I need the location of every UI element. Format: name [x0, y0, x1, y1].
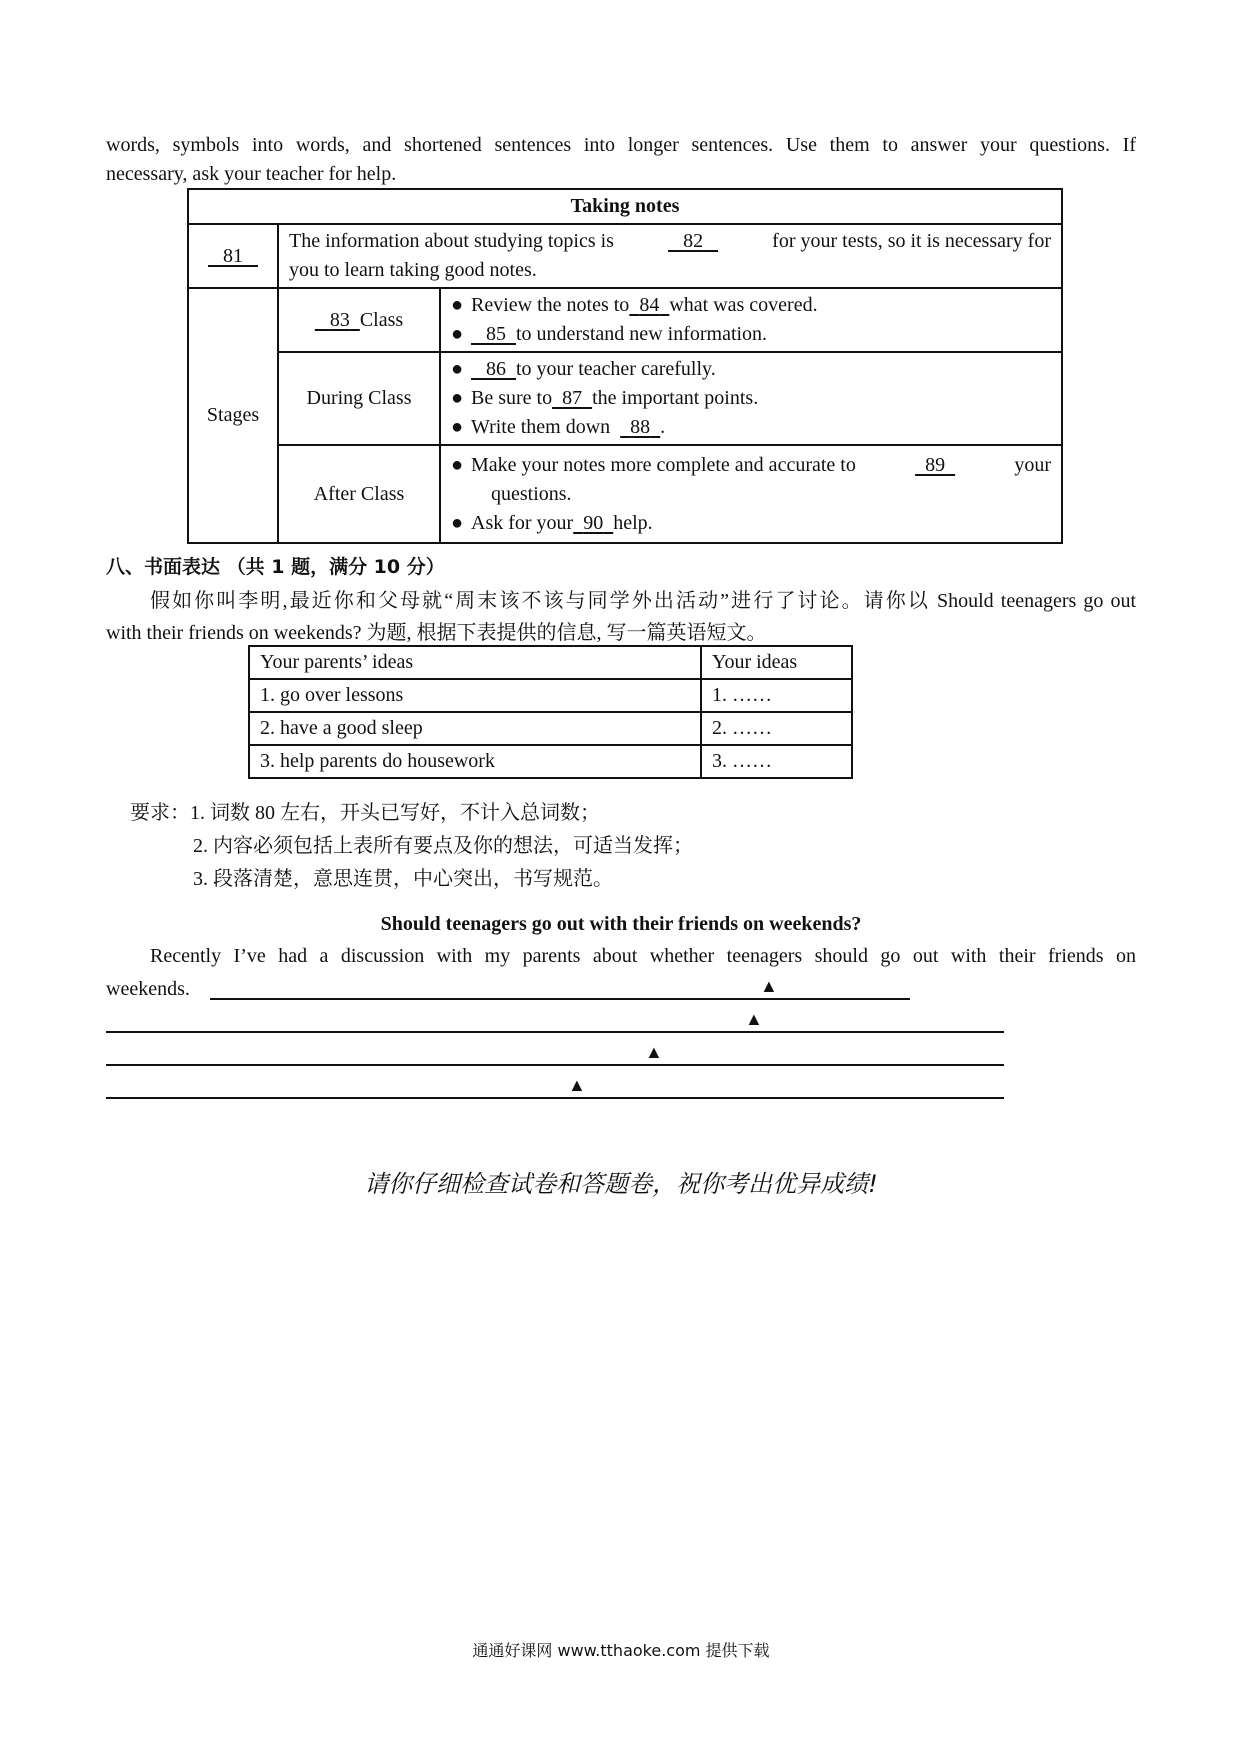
- triangle-marker: ▲: [645, 1042, 663, 1062]
- section-heading: 八、书面表达 （共 1 题，满分 10 分）: [106, 556, 445, 578]
- col-parents-ideas: Your parents’ ideas: [249, 646, 701, 679]
- bullet-item: ● 86 to your teacher carefully.: [451, 358, 716, 380]
- blank-81-cell: [188, 224, 278, 288]
- parents-idea-3: 3. help parents do housework: [249, 745, 701, 778]
- essay-title: Should teenagers go out with their friends on weekends?: [380, 913, 862, 935]
- blank-90: 90: [583, 511, 604, 534]
- your-idea-2: 2. ……: [701, 712, 852, 745]
- essay-line-2: weekends.: [106, 978, 190, 1000]
- row1-text-c: you to learn taking good notes.: [289, 259, 537, 281]
- bullet-item: ● Be sure to 87 the important points.: [451, 387, 759, 409]
- during-class-items: [440, 352, 1062, 445]
- bullet-item: ● 85 to understand new information.: [451, 323, 768, 345]
- blank-81: 81: [223, 244, 243, 267]
- table-title: Taking notes: [188, 189, 1062, 224]
- blank-84: 84: [639, 294, 660, 316]
- table-row: [249, 679, 852, 712]
- prompt-line-1: 假如你叫李明,最近你和父母就“周末该不该与同学外出活动”进行了讨论。请你以 Should teenagers go out: [150, 590, 1136, 612]
- after-class-label: After Class: [278, 445, 440, 543]
- answer-line[interactable]: [210, 998, 910, 1000]
- intro-line-2: necessary, ask your teacher for help.: [106, 163, 397, 185]
- during-class-label: During Class: [278, 352, 440, 445]
- requirement-2: 2. 内容必须包括上表所有要点及你的想法，可适当发挥；: [193, 835, 693, 857]
- intro-line-1: words, symbols into words, and shortened sentences into longer sentences. Use them to answer your questions. If: [106, 134, 1136, 156]
- blank-87: 87: [562, 387, 583, 409]
- table-row: [249, 712, 852, 745]
- answer-line[interactable]: [106, 1064, 1004, 1066]
- ideas-table: [248, 645, 853, 779]
- triangle-marker: ▲: [745, 1009, 763, 1029]
- bullet-item: ● Write them down 88 .: [451, 416, 666, 438]
- blank-85: 85: [486, 323, 506, 345]
- answer-line[interactable]: [106, 1031, 1004, 1033]
- your-idea-3: 3. ……: [701, 745, 852, 778]
- row1-text-b: for your tests, so it is necessary for: [772, 230, 1051, 252]
- your-idea-1: 1. ……: [701, 679, 852, 712]
- prompt-line-2: with their friends on weekends? 为题, 根据下表提供的信息, 写一篇英语短文。: [106, 622, 767, 644]
- row1-text-a: The information about studying topics is: [289, 230, 614, 252]
- blank-89: 89: [925, 453, 946, 476]
- answer-line[interactable]: [106, 1097, 1004, 1099]
- closing-message: 请你仔细检查试卷和答题卷，祝你考出优异成绩!: [364, 1170, 878, 1198]
- before-class-label: 83 Class: [278, 288, 440, 352]
- col-your-ideas: Your ideas: [701, 646, 852, 679]
- parents-idea-1: 1. go over lessons: [249, 679, 701, 712]
- bullet-item: ● Ask for your 90 help.: [451, 511, 653, 534]
- blank-86: 86: [486, 358, 506, 380]
- row1-text: [278, 224, 1062, 288]
- bullet-item: ● Make your notes more complete and accurate to 89 your: [451, 451, 1051, 480]
- requirement-3: 3. 段落清楚，意思连贯，中心突出，书写规范。: [193, 868, 613, 890]
- stages-label: Stages: [188, 288, 278, 543]
- page-footer: 通通好课网 www.tthaoke.com 提供下载: [472, 1641, 770, 1660]
- taking-notes-table: [187, 188, 1063, 544]
- blank-83: 83: [329, 308, 350, 331]
- bullet-continuation: questions.: [491, 482, 572, 505]
- requirement-1: 要求：1. 词数 80 左右，开头已写好，不计入总词数；: [130, 802, 600, 824]
- bullet-item: ● Review the notes to 84 what was covered.: [451, 294, 818, 316]
- parents-idea-2: 2. have a good sleep: [249, 712, 701, 745]
- blank-82: 82: [683, 230, 704, 252]
- triangle-marker: ▲: [568, 1075, 586, 1095]
- table-row: [249, 745, 852, 778]
- after-class-items: [440, 445, 1062, 543]
- before-class-items: [440, 288, 1062, 352]
- triangle-marker: ▲: [760, 976, 778, 996]
- essay-line-1: Recently I’ve had a discussion with my parents about whether teenagers should go out with their friends on: [150, 945, 1136, 967]
- blank-88: 88: [630, 416, 651, 438]
